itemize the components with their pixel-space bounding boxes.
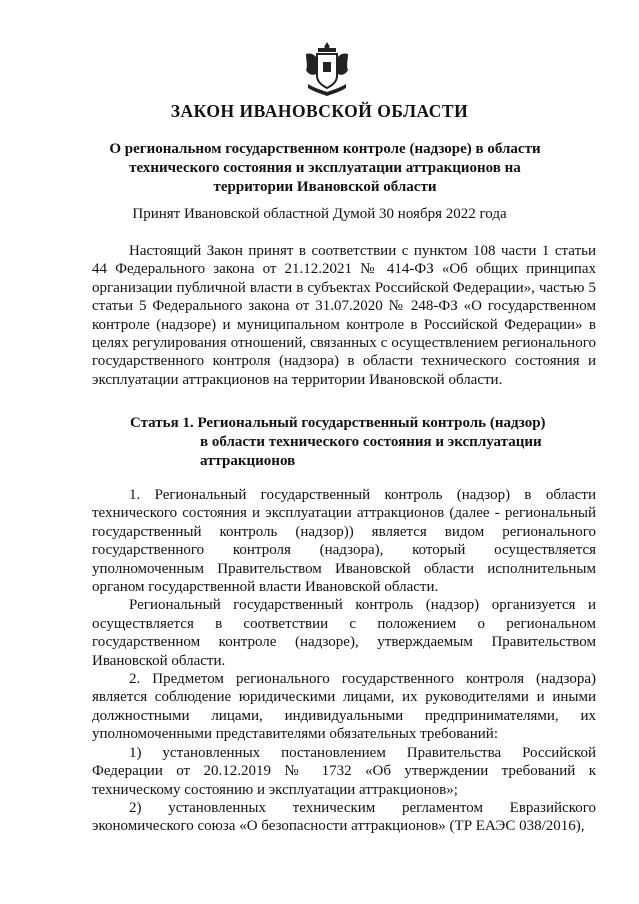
paragraph: 1) установленных постановлением Правительства Российской Федерации от 20.12.2019 № 1732 «Об утверждении требований к техническому состоянию и эксплуатации аттракционов»; (92, 744, 596, 798)
article-1-body (92, 486, 596, 836)
paragraph: Региональный государственный контроль (надзор) организуется и осуществляется в соответствии с положением о региональном государственном контроле (надзоре), утверждаемым Правительством Ивановской области. (92, 597, 596, 669)
preamble (92, 242, 596, 389)
preamble-paragraph: Настоящий Закон принят в соответствии с пунктом 108 части 1 статьи 44 Федерального закона от 21.12.2021 № 414-ФЗ «Об общих принципах организации публичной власти в субъектах Российской Федерации», частью 5 статьи 5 Федерального закона от 31.07.2020 № 248-ФЗ «О государственном контроле (надзоре) и муниципальном контроле в Российской Федерации» в целях регулирования отношений, связанных с осуществлением регионального государственного контроля (надзора) в области технического состояния и эксплуатации аттракционов на территории Ивановской области. (92, 243, 596, 388)
article-1-heading (130, 414, 570, 471)
coat-of-arms-emblem (300, 40, 354, 96)
article-1-heading-rest: в области технического состояния и эксплуатации аттракционов (200, 434, 542, 469)
paragraph: 1. Региональный государственный контроль (надзор) в области технического состояния и эксплуатации аттракционов (далее - региональный государственный контроль (надзор)) является видом регионального государственного контроля (надзора), который осуществляется уполномоченным Правительством Ивановской области исполнительным органом государственной власти Ивановской области. (92, 487, 596, 596)
adoption-note: Принят Ивановской областной Думой 30 ноября 2022 года (132, 206, 507, 222)
paragraph: 2) установленных техническим регламентом Евразийского экономического союза «О безопасности аттракционов» (ТР ЕАЭС 038/2016), (92, 799, 596, 835)
law-title: ЗАКОН ИВАНОВСКОЙ ОБЛАСТИ (170, 101, 469, 121)
law-subtitle: О региональном государственном контроле (надзоре) в области технического состояния и эксплуатации аттракционов на территории Ивановской области (109, 141, 541, 195)
article-1-heading-line: Статья 1. Региональный государственный контроль (надзор) (130, 415, 546, 431)
paragraph: 2. Предметом регионального государственного контроля (надзора) является соблюдение юридическими лицами, их руководителями и иными должностными лицами, индивидуальными предпринимателями, их уполномоченными представителями обязательных требований: (92, 671, 596, 743)
